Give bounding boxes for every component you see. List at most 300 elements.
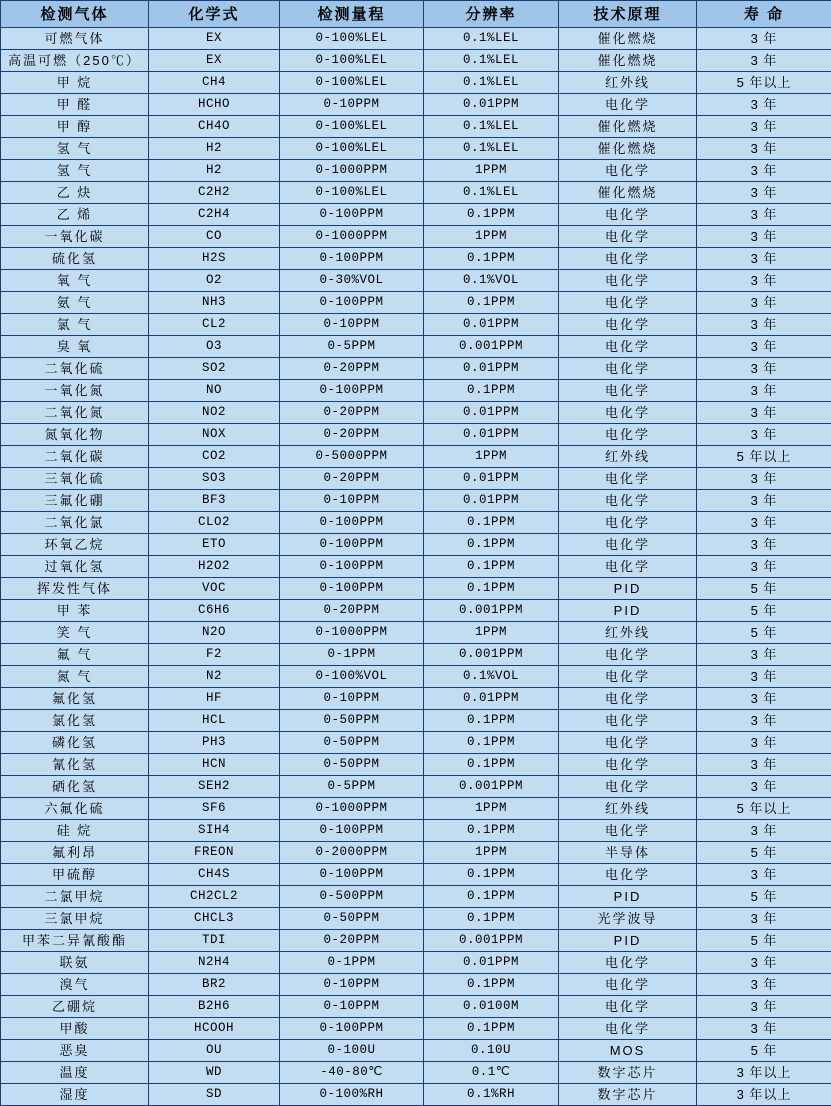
table-row [1, 930, 831, 952]
cell-gas: 环氧乙烷 [1, 534, 149, 556]
cell-formula: BR2 [149, 974, 280, 996]
cell-resolution: 0.001PPM [424, 600, 559, 622]
cell-principle: 电化学 [559, 336, 697, 358]
cell-formula: SEH2 [149, 776, 280, 798]
cell-resolution: 0.01PPM [424, 314, 559, 336]
cell-gas: 氯 气 [1, 314, 149, 336]
cell-formula: C2H2 [149, 182, 280, 204]
cell-range: 0-30%VOL [280, 270, 424, 292]
cell-formula: CL2 [149, 314, 280, 336]
cell-resolution: 1PPM [424, 446, 559, 468]
cell-range: 0-500PPM [280, 886, 424, 908]
cell-resolution: 0.1PPM [424, 864, 559, 886]
cell-lifetime: 3 年 [697, 336, 831, 358]
cell-principle: 催化燃烧 [559, 138, 697, 160]
cell-formula: EX [149, 28, 280, 50]
cell-principle: 电化学 [559, 710, 697, 732]
cell-principle: 电化学 [559, 732, 697, 754]
cell-range: 0-100PPM [280, 820, 424, 842]
cell-resolution: 0.1PPM [424, 754, 559, 776]
cell-principle: 电化学 [559, 160, 697, 182]
cell-formula: HCOOH [149, 1018, 280, 1040]
cell-range: 0-20PPM [280, 468, 424, 490]
column-header-gas: 检测气体 [1, 1, 149, 28]
table-row [1, 908, 831, 930]
cell-gas: 氢 气 [1, 138, 149, 160]
cell-formula: CH4O [149, 116, 280, 138]
cell-resolution: 0.01PPM [424, 402, 559, 424]
cell-lifetime: 3 年 [697, 358, 831, 380]
table-row [1, 622, 831, 644]
cell-formula: SF6 [149, 798, 280, 820]
cell-lifetime: 3 年 [697, 820, 831, 842]
cell-principle: 电化学 [559, 974, 697, 996]
cell-gas: 高温可燃（250℃） [1, 50, 149, 72]
cell-formula: ETO [149, 534, 280, 556]
cell-range: 0-50PPM [280, 908, 424, 930]
cell-principle: 电化学 [559, 490, 697, 512]
cell-formula: CLO2 [149, 512, 280, 534]
cell-formula: NO2 [149, 402, 280, 424]
cell-lifetime: 5 年 [697, 886, 831, 908]
table-row [1, 534, 831, 556]
cell-formula: C2H4 [149, 204, 280, 226]
cell-range: 0-2000PPM [280, 842, 424, 864]
table-row [1, 248, 831, 270]
cell-lifetime: 3 年 [697, 292, 831, 314]
table-row [1, 1040, 831, 1062]
cell-resolution: 0.1PPM [424, 380, 559, 402]
cell-gas: 臭 氧 [1, 336, 149, 358]
cell-lifetime: 3 年 [697, 688, 831, 710]
cell-principle: 电化学 [559, 952, 697, 974]
cell-range: 0-100%LEL [280, 28, 424, 50]
cell-lifetime: 3 年 [697, 204, 831, 226]
cell-range: 0-20PPM [280, 424, 424, 446]
cell-formula: HCN [149, 754, 280, 776]
cell-lifetime: 3 年 [697, 380, 831, 402]
cell-resolution: 0.1%RH [424, 1084, 559, 1106]
cell-resolution: 0.1℃ [424, 1062, 559, 1084]
cell-lifetime: 3 年 [697, 534, 831, 556]
cell-principle: PID [559, 930, 697, 952]
cell-principle: 电化学 [559, 402, 697, 424]
column-header-lifetime: 寿 命 [697, 1, 831, 28]
table-row [1, 314, 831, 336]
cell-resolution: 0.1PPM [424, 512, 559, 534]
cell-lifetime: 3 年 [697, 468, 831, 490]
cell-formula: OU [149, 1040, 280, 1062]
cell-formula: PH3 [149, 732, 280, 754]
cell-gas: 硒化氢 [1, 776, 149, 798]
cell-resolution: 0.001PPM [424, 336, 559, 358]
table-row [1, 1018, 831, 1040]
table-row [1, 402, 831, 424]
cell-lifetime: 3 年 [697, 424, 831, 446]
cell-lifetime: 3 年 [697, 864, 831, 886]
cell-gas: 氮 气 [1, 666, 149, 688]
cell-range: 0-1PPM [280, 644, 424, 666]
cell-lifetime: 3 年 [697, 710, 831, 732]
table-header [1, 1, 831, 28]
cell-lifetime: 3 年以上 [697, 1084, 831, 1106]
cell-formula: C6H6 [149, 600, 280, 622]
cell-range: 0-100PPM [280, 380, 424, 402]
cell-lifetime: 3 年 [697, 28, 831, 50]
table-row [1, 28, 831, 50]
cell-formula: NH3 [149, 292, 280, 314]
cell-principle: 红外线 [559, 446, 697, 468]
cell-formula: B2H6 [149, 996, 280, 1018]
column-header-principle: 技术原理 [559, 1, 697, 28]
cell-gas: 甲 醛 [1, 94, 149, 116]
cell-resolution: 0.1PPM [424, 974, 559, 996]
cell-principle: MOS [559, 1040, 697, 1062]
column-header-formula: 化学式 [149, 1, 280, 28]
table-row [1, 138, 831, 160]
cell-resolution: 0.0100M [424, 996, 559, 1018]
cell-lifetime: 5 年以上 [697, 798, 831, 820]
cell-resolution: 0.01PPM [424, 468, 559, 490]
table-row [1, 666, 831, 688]
cell-principle: 电化学 [559, 820, 697, 842]
cell-formula: HCHO [149, 94, 280, 116]
cell-gas: 一氧化氮 [1, 380, 149, 402]
cell-resolution: 0.01PPM [424, 424, 559, 446]
cell-resolution: 0.1%LEL [424, 50, 559, 72]
cell-formula: NO [149, 380, 280, 402]
table-row [1, 336, 831, 358]
cell-formula: CH2CL2 [149, 886, 280, 908]
cell-gas: 三氧化硫 [1, 468, 149, 490]
cell-range: 0-100PPM [280, 864, 424, 886]
cell-principle: 电化学 [559, 314, 697, 336]
cell-principle: 电化学 [559, 754, 697, 776]
cell-lifetime: 3 年 [697, 644, 831, 666]
cell-lifetime: 3 年 [697, 160, 831, 182]
cell-principle: 催化燃烧 [559, 116, 697, 138]
cell-lifetime: 3 年 [697, 94, 831, 116]
cell-gas: 可燃气体 [1, 28, 149, 50]
cell-range: 0-100PPM [280, 512, 424, 534]
cell-gas: 氰化氢 [1, 754, 149, 776]
cell-gas: 硫化氢 [1, 248, 149, 270]
table-row [1, 468, 831, 490]
table-row [1, 688, 831, 710]
cell-principle: 数字芯片 [559, 1062, 697, 1084]
cell-range: 0-50PPM [280, 754, 424, 776]
cell-lifetime: 3 年 [697, 908, 831, 930]
table-row [1, 732, 831, 754]
cell-principle: 电化学 [559, 534, 697, 556]
cell-range: 0-10PPM [280, 974, 424, 996]
cell-gas: 氟 气 [1, 644, 149, 666]
cell-gas: 二氧化氯 [1, 512, 149, 534]
cell-gas: 二氯甲烷 [1, 886, 149, 908]
cell-range: 0-100%LEL [280, 182, 424, 204]
cell-gas: 六氟化硫 [1, 798, 149, 820]
cell-lifetime: 3 年 [697, 512, 831, 534]
cell-resolution: 1PPM [424, 160, 559, 182]
cell-range: 0-5000PPM [280, 446, 424, 468]
table-row [1, 644, 831, 666]
cell-principle: 电化学 [559, 996, 697, 1018]
cell-lifetime: 3 年 [697, 50, 831, 72]
cell-gas: 乙硼烷 [1, 996, 149, 1018]
cell-lifetime: 3 年 [697, 270, 831, 292]
cell-formula: H2O2 [149, 556, 280, 578]
cell-lifetime: 3 年 [697, 226, 831, 248]
cell-formula: N2H4 [149, 952, 280, 974]
cell-principle: 催化燃烧 [559, 50, 697, 72]
cell-formula: HF [149, 688, 280, 710]
cell-lifetime: 3 年 [697, 248, 831, 270]
table-row [1, 380, 831, 402]
table-row [1, 1062, 831, 1084]
cell-range: 0-100%LEL [280, 50, 424, 72]
cell-formula: O2 [149, 270, 280, 292]
cell-lifetime: 5 年 [697, 600, 831, 622]
cell-gas: 氮氧化物 [1, 424, 149, 446]
cell-gas: 甲苯二异氰酸酯 [1, 930, 149, 952]
cell-resolution: 0.001PPM [424, 776, 559, 798]
cell-resolution: 0.001PPM [424, 644, 559, 666]
cell-principle: 电化学 [559, 380, 697, 402]
cell-range: 0-100%VOL [280, 666, 424, 688]
cell-resolution: 0.10U [424, 1040, 559, 1062]
cell-gas: 温度 [1, 1062, 149, 1084]
cell-lifetime: 3 年 [697, 490, 831, 512]
table-row [1, 182, 831, 204]
table-row [1, 578, 831, 600]
table-row [1, 820, 831, 842]
cell-formula: NOX [149, 424, 280, 446]
table-row [1, 952, 831, 974]
column-header-resolution: 分辨率 [424, 1, 559, 28]
cell-principle: 电化学 [559, 512, 697, 534]
cell-gas: 氨 气 [1, 292, 149, 314]
table-row [1, 1084, 831, 1106]
table-row [1, 754, 831, 776]
table-row [1, 556, 831, 578]
cell-resolution: 0.1%LEL [424, 116, 559, 138]
cell-gas: 联氨 [1, 952, 149, 974]
cell-resolution: 0.1%VOL [424, 666, 559, 688]
cell-gas: 氢 气 [1, 160, 149, 182]
cell-range: 0-100PPM [280, 1018, 424, 1040]
cell-formula: H2 [149, 160, 280, 182]
cell-principle: 电化学 [559, 556, 697, 578]
cell-resolution: 0.1PPM [424, 1018, 559, 1040]
table-row [1, 864, 831, 886]
table-row [1, 116, 831, 138]
cell-principle: 光学波导 [559, 908, 697, 930]
cell-range: 0-1000PPM [280, 160, 424, 182]
cell-resolution: 0.1PPM [424, 534, 559, 556]
cell-range: 0-100PPM [280, 204, 424, 226]
cell-range: 0-20PPM [280, 930, 424, 952]
table-header-row [1, 1, 831, 28]
cell-range: 0-100%LEL [280, 116, 424, 138]
cell-principle: PID [559, 578, 697, 600]
cell-resolution: 0.1PPM [424, 732, 559, 754]
cell-range: 0-1PPM [280, 952, 424, 974]
cell-gas: 过氧化氢 [1, 556, 149, 578]
cell-formula: SO2 [149, 358, 280, 380]
cell-range: 0-100PPM [280, 248, 424, 270]
table-row [1, 974, 831, 996]
cell-formula: N2O [149, 622, 280, 644]
cell-resolution: 1PPM [424, 798, 559, 820]
cell-resolution: 0.01PPM [424, 490, 559, 512]
cell-gas: 甲 醇 [1, 116, 149, 138]
cell-lifetime: 5 年 [697, 842, 831, 864]
cell-formula: EX [149, 50, 280, 72]
cell-resolution: 0.1PPM [424, 710, 559, 732]
table-row [1, 710, 831, 732]
cell-range: 0-1000PPM [280, 622, 424, 644]
cell-lifetime: 3 年 [697, 952, 831, 974]
cell-principle: 催化燃烧 [559, 182, 697, 204]
cell-gas: 氧 气 [1, 270, 149, 292]
cell-resolution: 0.1%LEL [424, 182, 559, 204]
cell-principle: 电化学 [559, 248, 697, 270]
cell-range: 0-1000PPM [280, 798, 424, 820]
cell-lifetime: 3 年 [697, 754, 831, 776]
column-header-range: 检测量程 [280, 1, 424, 28]
cell-range: 0-10PPM [280, 314, 424, 336]
cell-range: 0-5PPM [280, 776, 424, 798]
cell-formula: CH4 [149, 72, 280, 94]
cell-lifetime: 5 年以上 [697, 446, 831, 468]
cell-principle: PID [559, 600, 697, 622]
cell-range: 0-20PPM [280, 600, 424, 622]
cell-principle: 半导体 [559, 842, 697, 864]
cell-range: 0-100PPM [280, 556, 424, 578]
cell-formula: H2 [149, 138, 280, 160]
cell-gas: 甲硫醇 [1, 864, 149, 886]
cell-principle: 电化学 [559, 666, 697, 688]
table-row [1, 886, 831, 908]
cell-resolution: 0.1PPM [424, 556, 559, 578]
cell-lifetime: 3 年 [697, 116, 831, 138]
cell-formula: O3 [149, 336, 280, 358]
cell-principle: 电化学 [559, 358, 697, 380]
cell-gas: 一氧化碳 [1, 226, 149, 248]
cell-resolution: 0.1PPM [424, 248, 559, 270]
cell-gas: 氯化氢 [1, 710, 149, 732]
cell-principle: 电化学 [559, 270, 697, 292]
table-row [1, 996, 831, 1018]
cell-lifetime: 5 年以上 [697, 72, 831, 94]
cell-principle: 红外线 [559, 798, 697, 820]
cell-principle: 数字芯片 [559, 1084, 697, 1106]
cell-principle: 电化学 [559, 226, 697, 248]
cell-principle: 电化学 [559, 292, 697, 314]
table-row [1, 446, 831, 468]
cell-gas: 氟化氢 [1, 688, 149, 710]
table-row [1, 270, 831, 292]
cell-range: 0-10PPM [280, 688, 424, 710]
cell-formula: HCL [149, 710, 280, 732]
table-row [1, 226, 831, 248]
cell-formula: H2S [149, 248, 280, 270]
cell-lifetime: 5 年 [697, 1040, 831, 1062]
cell-formula: BF3 [149, 490, 280, 512]
cell-formula: VOC [149, 578, 280, 600]
cell-formula: CHCL3 [149, 908, 280, 930]
cell-range: 0-100PPM [280, 292, 424, 314]
cell-lifetime: 3 年 [697, 974, 831, 996]
table-row [1, 204, 831, 226]
cell-resolution: 1PPM [424, 842, 559, 864]
cell-gas: 二氧化氮 [1, 402, 149, 424]
cell-formula: WD [149, 1062, 280, 1084]
cell-resolution: 0.01PPM [424, 358, 559, 380]
cell-range: -40-80℃ [280, 1062, 424, 1084]
cell-formula: TDI [149, 930, 280, 952]
cell-principle: 电化学 [559, 644, 697, 666]
cell-principle: 电化学 [559, 204, 697, 226]
cell-range: 0-20PPM [280, 402, 424, 424]
cell-principle: 电化学 [559, 468, 697, 490]
cell-range: 0-10PPM [280, 94, 424, 116]
cell-gas: 三氟化硼 [1, 490, 149, 512]
cell-formula: CO2 [149, 446, 280, 468]
cell-resolution: 0.1PPM [424, 578, 559, 600]
cell-gas: 溴气 [1, 974, 149, 996]
cell-lifetime: 3 年以上 [697, 1062, 831, 1084]
cell-gas: 乙 烯 [1, 204, 149, 226]
table-row [1, 50, 831, 72]
cell-range: 0-50PPM [280, 732, 424, 754]
cell-formula: CH4S [149, 864, 280, 886]
cell-principle: 电化学 [559, 688, 697, 710]
cell-resolution: 1PPM [424, 226, 559, 248]
cell-principle: 红外线 [559, 72, 697, 94]
table-row [1, 160, 831, 182]
cell-principle: 催化燃烧 [559, 28, 697, 50]
cell-range: 0-50PPM [280, 710, 424, 732]
cell-gas: 乙 炔 [1, 182, 149, 204]
table-row [1, 490, 831, 512]
table-body [1, 28, 831, 1106]
cell-lifetime: 3 年 [697, 138, 831, 160]
table-row [1, 72, 831, 94]
cell-gas: 氟利昂 [1, 842, 149, 864]
cell-principle: 电化学 [559, 776, 697, 798]
cell-principle: 电化学 [559, 94, 697, 116]
cell-range: 0-100PPM [280, 534, 424, 556]
cell-lifetime: 3 年 [697, 732, 831, 754]
cell-resolution: 0.01PPM [424, 952, 559, 974]
cell-resolution: 0.1PPM [424, 886, 559, 908]
cell-lifetime: 5 年 [697, 930, 831, 952]
cell-gas: 笑 气 [1, 622, 149, 644]
table-row [1, 512, 831, 534]
cell-resolution: 0.01PPM [424, 94, 559, 116]
cell-gas: 恶臭 [1, 1040, 149, 1062]
cell-formula: F2 [149, 644, 280, 666]
cell-lifetime: 3 年 [697, 1018, 831, 1040]
cell-gas: 湿度 [1, 1084, 149, 1106]
cell-principle: 电化学 [559, 424, 697, 446]
cell-resolution: 0.1PPM [424, 204, 559, 226]
cell-resolution: 0.1%LEL [424, 28, 559, 50]
cell-gas: 硅 烷 [1, 820, 149, 842]
table-row [1, 798, 831, 820]
table-row [1, 842, 831, 864]
